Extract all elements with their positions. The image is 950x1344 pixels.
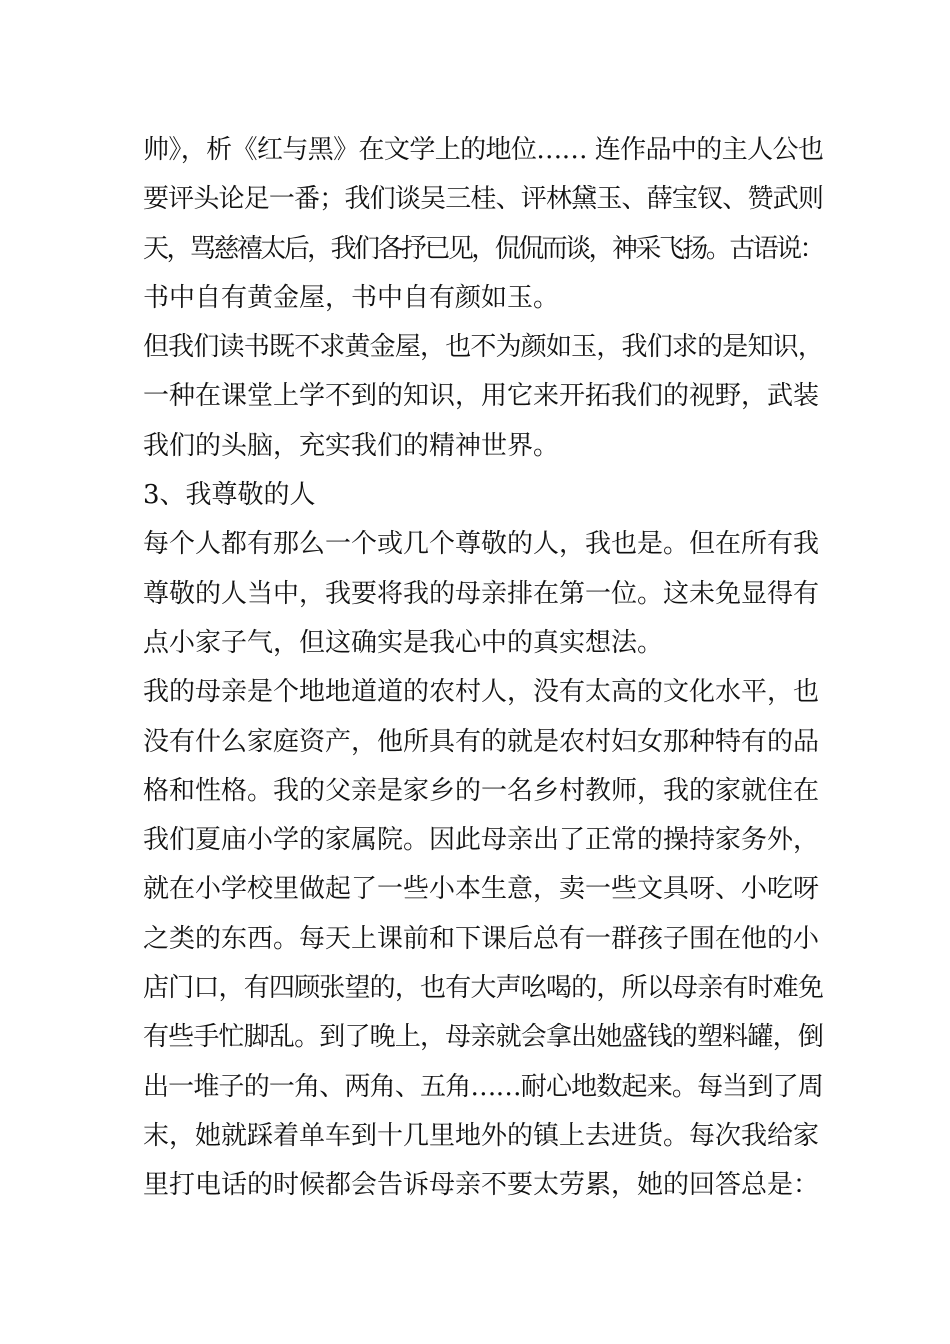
text-line: 末，她就踩着单车到十几里地外的镇上去进货。每次我给家 [143, 1120, 820, 1151]
text-line: 我们夏庙小学的家属院。因此母亲出了正常的操持家务外， [143, 825, 820, 856]
text-line: 每个人都有那么一个或几个尊敬的人，我也是。但在所有我 [143, 529, 820, 560]
text-line: 一种在课堂上学不到的知识，用它来开拓我们的视野，武装 [143, 381, 820, 412]
text-line: 但我们读书既不求黄金屋，也不为颜如玉，我们求的是知识， [143, 332, 824, 363]
text-line: 里打电话的时候都会告诉母亲不要太劳累，她的回答总是： [143, 1170, 820, 1201]
text-line: 尊敬的人当中，我要将我的母亲排在第一位。这未免显得有 [143, 578, 820, 609]
text-line: 我的母亲是个地地道道的农村人，没有太高的文化水平，也 [143, 677, 820, 708]
text-line: 店门口，有四顾张望的，也有大声吆喝的，所以母亲有时难免 [143, 973, 824, 1004]
text-line: 之类的东西。每天上课前和下课后总有一群孩子围在他的小 [143, 923, 820, 954]
text-line: 有些手忙脚乱。到了晚上，母亲就会拿出她盛钱的塑料罐，倒 [143, 1022, 824, 1053]
text-line: 天，骂慈禧太后，我们各抒已见，侃侃而谈，神采飞扬。古语说： [143, 233, 824, 264]
text-line: 没有什么家庭资产，他所具有的就是农村妇女那种特有的品 [143, 726, 820, 757]
text-line: 帅》，析《红与黑》在文学上的地位…… 连作品中的主人公也 [143, 135, 824, 165]
text-line: 要评头论足一番；我们谈吴三桂、评林黛玉、薛宝钗、赞武则 [143, 184, 824, 215]
text-line: 书中自有黄金屋，书中自有颜如玉。 [143, 282, 560, 313]
section-heading: 3、我尊敬的人 [143, 480, 316, 511]
text-line: 点小家子气，但这确实是我心中的真实想法。 [143, 627, 664, 658]
text-line: 我们的头脑，充实我们的精神世界。 [143, 430, 560, 461]
text-line: 格和性格。我的父亲是家乡的一名乡村教师，我的家就住在 [143, 775, 820, 806]
text-line: 出一堆子的一角、两角、五角……耐心地数起来。每当到了周 [143, 1071, 824, 1102]
document-body [143, 126, 823, 1211]
text-line: 就在小学校里做起了一些小本生意，卖一些文具呀、小吃呀 [143, 874, 820, 905]
